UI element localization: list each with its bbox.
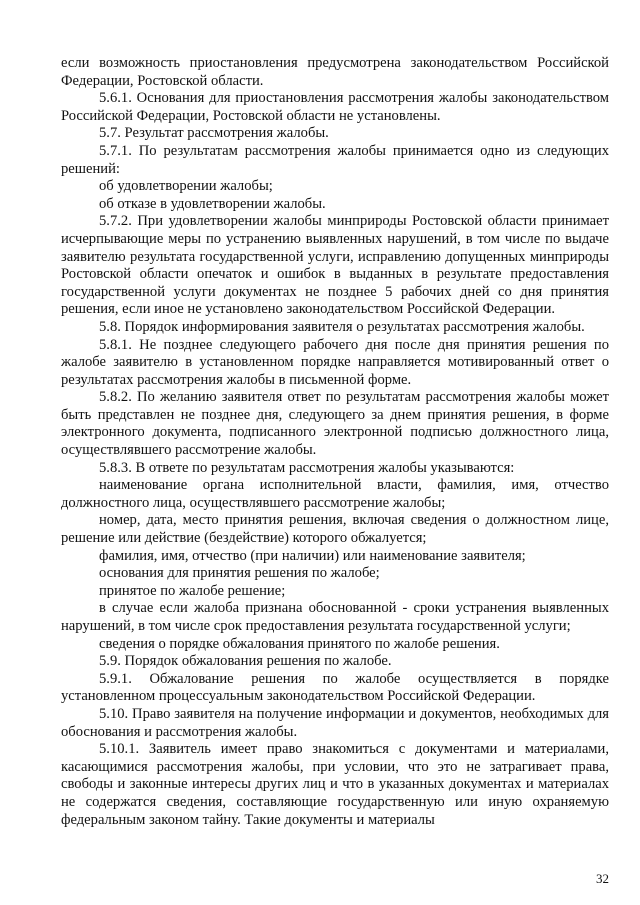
paragraph-continuation: если возможность приостановления предусмотрена законодательством Российской Федерации, Ростовской области. — [61, 55, 609, 89]
section-heading-5-9: 5.9. Порядок обжалования решения по жалобе. — [99, 653, 392, 670]
list-item: сведения о порядке обжалования принятого по жалобе решения. — [99, 635, 500, 652]
section-heading-5-8: 5.8. Порядок информирования заявителя о результатах рассмотрения жалобы. — [99, 318, 585, 335]
paragraph-5-8-1: 5.8.1. Не позднее следующего рабочего дня после дня принятия решения по жалобе заявителю в установленном порядке направляется мотивированный ответ о результатах рассмотрения жалобы в письменной форме. — [61, 336, 609, 388]
paragraph-5-8-3: 5.8.3. В ответе по результатам рассмотрения жалобы указываются: — [99, 459, 515, 476]
paragraph-5-6-1: 5.6.1. Основания для приостановления рассмотрения жалобы законодательством Российской Федерации, Ростовской области не установлены. — [61, 90, 609, 124]
paragraph-5-9-1: 5.9.1. Обжалование решения по жалобе осуществляется в порядке установленном процессуальным законодательством Российской Федерации. — [61, 670, 609, 705]
page-number: 32 — [596, 871, 609, 886]
paragraph-5-7-1: 5.7.1. По результатам рассмотрения жалобы принимается одно из следующих решений: — [61, 142, 609, 177]
list-item: наименование органа исполнительной власти, фамилия, имя, отчество должностного лица, осуществлявшего рассмотрение жалобы; — [61, 477, 609, 511]
list-item: об удовлетворении жалобы; — [99, 178, 273, 195]
list-item: номер, дата, место принятия решения, включая сведения о должностном лице, решение или действие (бездействие) которого обжалуется; — [61, 512, 609, 547]
paragraph-5-7-2: 5.7.2. При удовлетворении жалобы минприроды Ростовской области принимает исчерпывающие меры по устранению выявленных нарушений, в том числе по выдаче заявителю результата государственной услуги, исправлению допущенных минприроды Ростовской области опечаток и ошибок в выданных в результате предоставления государственной услуги документах не позднее 5 рабочих дней со дня принятия решения, если иное не установлено законодательством Российской Федерации. — [61, 213, 609, 318]
list-item: основания для принятия решения по жалобе; — [99, 565, 380, 582]
section-heading-5-10: 5.10. Право заявителя на получение информации и документов, необходимых для обоснования и рассмотрения жалобы. — [61, 705, 609, 740]
list-item: в случае если жалоба признана обоснованной - сроки устранения выявленных нарушений, в том числе срок предоставления результата государственной услуги; — [61, 600, 609, 634]
list-item: об отказе в удовлетворении жалобы. — [99, 195, 326, 212]
list-item: принятое по жалобе решение; — [99, 582, 286, 599]
document-body — [61, 55, 609, 829]
paragraph-5-8-2: 5.8.2. По желанию заявителя ответ по результатам рассмотрения жалобы может быть представлен не позднее дня, следующего за днем принятия решения, в форме электронного документа, подписанного электронной подписью должностного лица, осуществлявшего рассмотрение жалобы. — [61, 389, 609, 459]
paragraph-5-10-1: 5.10.1. Заявитель имеет право знакомиться с документами и материалами, касающимися рассмотрения жалобы, при условии, что это не затрагивает права, свободы и законные интересы других лиц и что в указанных документах и материалах не содержатся сведения, составляющие государственную или иную охраняемую федеральным законом тайну. Такие документы и материалы — [61, 741, 609, 828]
section-heading-5-7: 5.7. Результат рассмотрения жалобы. — [99, 125, 329, 142]
list-item: фамилия, имя, отчество (при наличии) или наименование заявителя; — [99, 547, 526, 564]
